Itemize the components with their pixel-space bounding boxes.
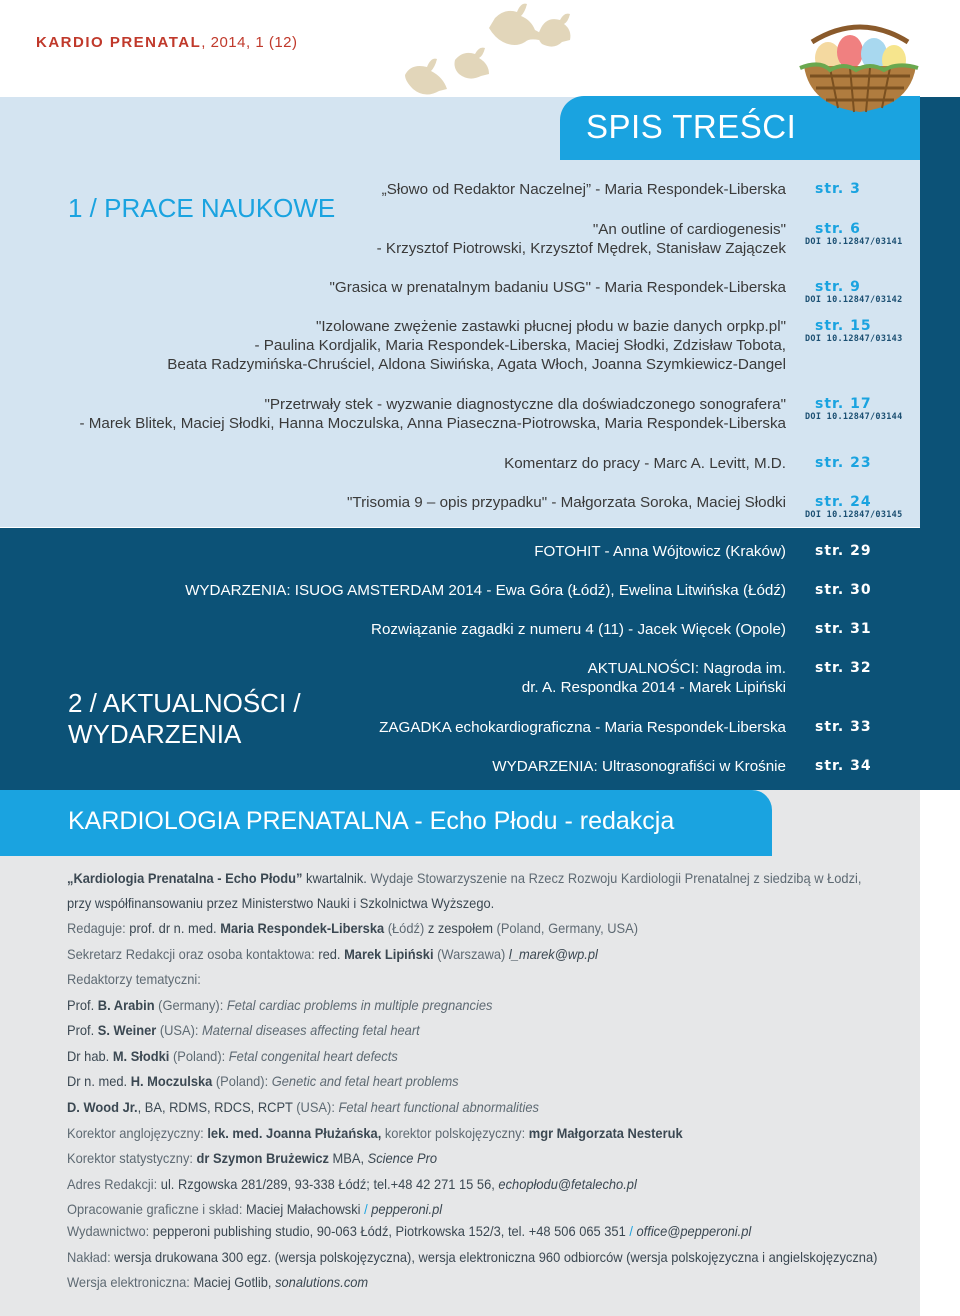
page-number: str. 15 [815, 318, 872, 334]
page-number: str. 3 [815, 181, 861, 197]
address-line [67, 1176, 637, 1192]
entry-title: "An outline of cardiogenesis" [592, 221, 786, 238]
page-number: str. 9 [815, 279, 861, 295]
topic-editor-line [67, 1073, 459, 1089]
doi-label: DOI 10.12847/03145 [805, 510, 903, 520]
text: korektor polskojęzyczny: [381, 1125, 529, 1141]
text: pepperoni publishing studio, 90-063 Łódź, Piotrkowska 152/3, tel. +48 506 065 351 [152, 1223, 626, 1239]
website-link[interactable]: pepperoni.pl [371, 1201, 443, 1217]
entry-authors: - Krzysztof Piotrowski, Krzysztof Mędrek, Stanisław Zajączek [376, 240, 786, 257]
name: D. Wood Jr. [67, 1099, 138, 1115]
page-number: str. 33 [815, 719, 872, 735]
statistician-line [67, 1150, 437, 1166]
text: kwartalnik. [302, 870, 371, 886]
text: Redaktorzy tematyczni: [67, 971, 201, 987]
text: Prof. [67, 1022, 98, 1038]
toc-entry[interactable] [504, 454, 786, 473]
entry-title: ZAGADKA echokardiograficzna - Maria Respondek-Liberska [379, 719, 786, 736]
text: Wersja elektroniczna: [67, 1274, 194, 1290]
entry-title: „Słowo od Redaktor Naczelnej” - Maria Respondek-Liberska [381, 181, 786, 198]
entry-title: "Przetrwały stek - wyzwanie diagnostyczne dla doświadczonego sonografera" [264, 396, 786, 413]
topic-editor-line [67, 1048, 398, 1064]
secretary-line [67, 946, 598, 962]
entry-title: AKTUALNOŚCI: Nagroda im. [587, 660, 786, 677]
page-number: str. 30 [815, 582, 872, 598]
text: przy współfinansowaniu przez Ministerstwo Nauki i Szkolnictwa Wyższego. [67, 895, 495, 911]
name: B. Arabin [97, 997, 155, 1013]
toc-entry[interactable] [522, 659, 786, 697]
text: Maciej Gotlib, [193, 1274, 276, 1290]
page-number: str. 32 [815, 660, 872, 676]
entry-title: "Izolowane zwężenie zastawki płucnej płodu w bazie danych orpkp.pl" [315, 318, 786, 335]
text: (USA): [292, 1099, 339, 1115]
entry-title: "Trisomia 9 – opis przypadku" - Małgorzata Soroka, Maciej Słodki [346, 494, 786, 511]
name: S. Weiner [97, 1022, 157, 1038]
journal-name: KARDIO PRENATAL [36, 34, 202, 51]
name: H. Moczulska [130, 1073, 213, 1089]
name: Marek Lipiński [344, 946, 434, 962]
text: (Poland, Germany, USA) [492, 920, 639, 936]
text: (Warszawa) [433, 946, 509, 962]
email-link[interactable]: office@pepperoni.pl [636, 1223, 752, 1239]
topic: Fetal cardiac problems in multiple pregnancies [226, 997, 493, 1013]
entry-title: dr. A. Respondka 2014 - Marek Lipiński [521, 679, 786, 696]
name: M. Słodki [112, 1048, 170, 1064]
text: Maciej Małachowski [245, 1201, 361, 1217]
page-number: str. 34 [815, 758, 872, 774]
entry-title: WYDARZENIA: Ultrasonografiści w Krośnie [492, 758, 786, 775]
doi-label: DOI 10.12847/03143 [805, 334, 903, 344]
text: , BA, RDMS, RDCS, RCPT [137, 1099, 293, 1115]
publisher-studio-line [67, 1223, 751, 1239]
circulation-line [67, 1249, 877, 1265]
topic-editor-line [67, 1099, 539, 1115]
text: red. [318, 946, 345, 962]
toc-entry[interactable] [371, 620, 786, 639]
editor-line [67, 920, 638, 936]
editorial-title-tab [0, 790, 772, 856]
text: ul. Rzgowska 281/289, 93-338 Łódź; tel.+48 42 271 15 56, [160, 1176, 495, 1192]
topic: Fetal congenital heart defects [228, 1048, 398, 1064]
text: Dr hab. [67, 1048, 113, 1064]
topic: Maternal diseases affecting fetal heart [202, 1022, 420, 1038]
text: prof. dr n. med. [129, 920, 221, 936]
toc-title: SPIS TREŚCI [586, 108, 797, 145]
doi-label: DOI 10.12847/03144 [805, 412, 903, 422]
email-link[interactable]: l_marek@wp.pl [508, 946, 598, 962]
section2-label [68, 688, 301, 750]
toc-entry[interactable] [347, 493, 786, 512]
text: Wydaje Stowarzyszenie na Rzecz Rozwoju Kardiologii Prenatalnej z siedzibą w Łodzi, [370, 870, 862, 886]
layout-line [67, 1201, 442, 1217]
toc-entry[interactable] [185, 581, 786, 600]
text: (Germany): [154, 997, 227, 1013]
editorial-title: KARDIOLOGIA PRENATALNA - Echo Płodu - redakcja [68, 807, 675, 835]
entry-title: "Grasica w prenatalnym badaniu USG" - Maria Respondek-Liberska [329, 279, 786, 296]
topic: Genetic and fetal heart problems [271, 1073, 459, 1089]
doi-label: DOI 10.12847/03141 [805, 237, 903, 247]
journal-header [36, 34, 298, 51]
entry-authors: - Marek Blitek, Maciej Słodki, Hanna Moczulska, Anna Piaseczna-Piotrowska, Maria Respondek-Liberska [79, 415, 786, 432]
text: Korektor statystyczny: [67, 1150, 197, 1166]
toc-entry[interactable] [79, 395, 786, 433]
separator: / [625, 1223, 637, 1239]
toc-entry[interactable] [492, 757, 786, 776]
name: dr Szymon Brużewicz [196, 1150, 329, 1166]
page-number: str. 31 [815, 621, 872, 637]
text: (Poland): [212, 1073, 272, 1089]
company: Science Pro [367, 1150, 438, 1166]
doi-label: DOI 10.12847/03142 [805, 295, 903, 305]
journal-issue: , 2014, 1 (12) [201, 34, 298, 51]
section2-label-line: 2 / AKTUALNOŚCI / [68, 688, 301, 718]
journal-title-bold: „Kardiologia Prenatalna - Echo Płodu” [67, 870, 303, 886]
easter-basket-illustration [790, 22, 930, 122]
entry-title: Komentarz do pracy - Marc A. Levitt, M.D. [504, 455, 786, 472]
text: Redaguje: [67, 920, 130, 936]
text: (Łódź) [384, 920, 428, 936]
right-edge-strip [920, 97, 960, 790]
toc-entry[interactable] [379, 718, 786, 737]
toc-entry[interactable] [167, 317, 786, 374]
page-number: str. 6 [815, 221, 861, 237]
name: lek. med. Joanna Płużańska, [207, 1125, 382, 1141]
entry-authors: Beata Radzymińska-Chruściel, Aldona Siwińska, Agata Włoch, Joanna Szymkiewicz-Dangel [167, 356, 786, 373]
topic-editors-heading [67, 971, 201, 987]
topic: Fetal heart functional abnormalities [338, 1099, 539, 1115]
electronic-version-line [67, 1274, 368, 1290]
text: Adres Redakcji: [67, 1176, 161, 1192]
page-number: str. 24 [815, 494, 872, 510]
toc-entry[interactable] [382, 180, 786, 199]
text: Nakład: [67, 1249, 115, 1265]
text: (Poland): [169, 1048, 229, 1064]
toc-entry[interactable] [377, 220, 786, 258]
text: Sekretarz Redakcji oraz osoba kontaktowa: [67, 946, 319, 962]
toc-entry[interactable] [330, 278, 787, 297]
text: Prof. [67, 997, 98, 1013]
text: (USA): [156, 1022, 203, 1038]
name: Maria Respondek-Liberska [220, 920, 385, 936]
toc-entry[interactable] [534, 542, 786, 561]
entry-title: WYDARZENIA: ISUOG AMSTERDAM 2014 - Ewa Góra (Łódź), Ewelina Litwińska (Łódź) [185, 582, 786, 599]
text: Dr n. med. [67, 1073, 131, 1089]
email-link[interactable]: echopłodu@fetalecho.pl [498, 1176, 637, 1192]
topic-editor-line [67, 1022, 420, 1038]
text: Opracowanie graficzne i skład: [67, 1201, 246, 1217]
section2-label-line: WYDARZENIA [68, 719, 242, 749]
page-number: str. 29 [815, 543, 872, 559]
entry-title: Rozwiązanie zagadki z numeru 4 (11) - Jacek Więcek (Opole) [370, 621, 786, 638]
entry-title: FOTOHIT - Anna Wójtowicz (Kraków) [534, 543, 786, 560]
entry-authors: - Paulina Kordjalik, Maria Respondek-Liberska, Maciej Słodki, Zdzisław Tobota, [254, 337, 786, 354]
text: MBA, [328, 1150, 368, 1166]
text: z zespołem [427, 920, 493, 936]
proofreaders-line [67, 1125, 683, 1141]
text: Wydawnictwo: [67, 1223, 153, 1239]
separator: / [360, 1201, 372, 1217]
text: wersja drukowana 300 egz. (wersja polskojęzyczna), wersja elektroniczna 960 odbiorców (wersja polskojęzyczna i angielskojęzyczna) [114, 1249, 878, 1265]
text: Korektor anglojęzyczny: [67, 1125, 208, 1141]
website-link[interactable]: sonalutions.com [275, 1274, 369, 1290]
funding-line [67, 895, 494, 911]
section1-label: 1 / PRACE NAUKOWE [68, 193, 336, 223]
page-number: str. 17 [815, 396, 872, 412]
name: mgr Małgorzata Nesteruk [528, 1125, 683, 1141]
publisher-line [67, 870, 861, 886]
topic-editor-line [67, 997, 492, 1013]
editorial-right-margin [920, 790, 960, 1316]
page-number: str. 23 [815, 455, 872, 471]
